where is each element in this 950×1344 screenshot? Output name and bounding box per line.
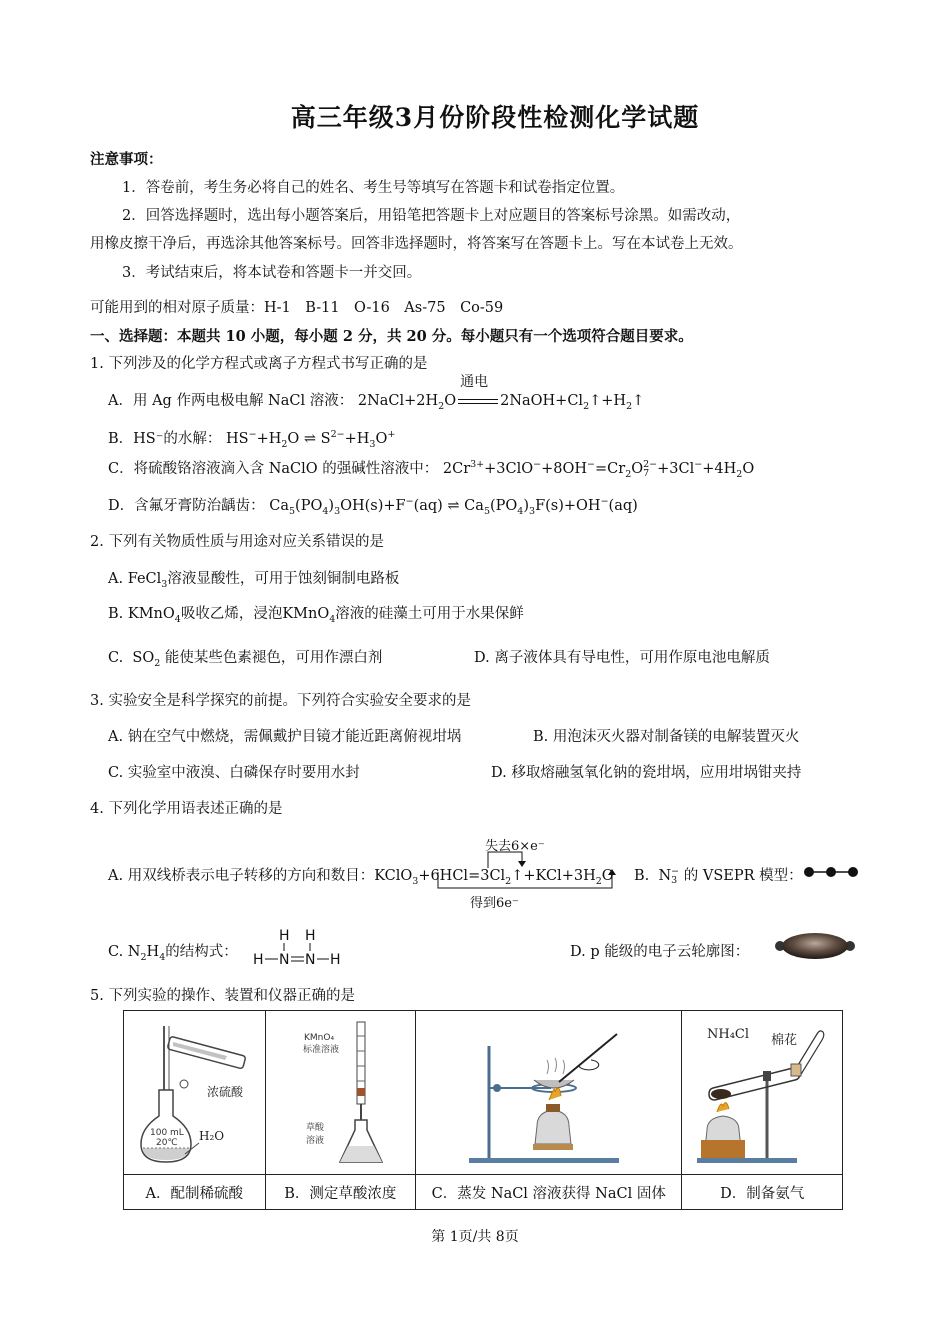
q1-c-label: C．将硫酸铬溶液滴入含 NaClO 的强碱性溶液中：: [108, 461, 439, 477]
q4-lose-label: 失去6×e⁻: [485, 839, 545, 854]
notice-item-3: 3．考试结束后，将本试卷和答题卡一并交回。: [122, 265, 422, 281]
n2h4-structure: [250, 924, 346, 970]
ammonia-preparation-illustration: [687, 1016, 837, 1166]
caption-c: C．蒸发 NaCl 溶液获得 NaCl 固体: [416, 1175, 682, 1210]
q3-stem: 3. 实验安全是科学探究的前提。下列符合实验安全要求的是: [90, 693, 471, 709]
notice-item-1: 1．答卷前，考生务必将自己的姓名、考生号等填写在答题卡和试卷指定位置。: [122, 180, 625, 196]
label-standard-solution: 标准溶液: [303, 1044, 340, 1055]
q3-option-d: D. 移取熔融氢氧化钠的瓷坩埚，应用坩埚钳夹持: [491, 765, 802, 781]
label-water: H₂O: [199, 1128, 225, 1143]
experiment-table: [123, 1010, 843, 1210]
q2-option-a: A. FeCl$_3$溶液显酸性，可用于蚀刻铜制电路板: [108, 571, 400, 590]
q1-c-equation: $2Cr^{3+}+3ClO^-+8OH^-=Cr_2O$ 2− 7 $+3Cl^-+4H_2O$: [442, 459, 755, 480]
svg-text:H: H: [330, 952, 341, 968]
q4-option-d: D. p 能级的电子云轮廓图：: [570, 944, 750, 960]
q3-option-a: A. 钠在空气中燃烧，需佩戴护目镜才能近距离俯视坩埚: [108, 729, 462, 745]
titration-illustration: [270, 1016, 410, 1166]
q1-option-a: [108, 374, 645, 412]
cell-ammonia: [682, 1011, 843, 1175]
q4-gain-label: 得到6e⁻: [470, 896, 519, 911]
page-title: 高三年级3月份阶段性检测化学试题: [290, 103, 700, 132]
section-heading: 一、选择题：本题共 10 小题，每小题 2 分，共 20 分。每小题只有一个选项符合题目要求。: [90, 328, 693, 345]
label-cotton: 棉花: [771, 1032, 798, 1048]
label-conc-sulfuric-acid: 浓硫酸: [207, 1084, 244, 1099]
q3-option-c: C. 实验室中液溴、白磷保存时要用水封: [108, 765, 360, 781]
q4-option-b: B. N − 3 的 VSEPR 模型：: [634, 866, 803, 886]
q2-b-text-1: 吸收乙烯，浸泡: [180, 606, 283, 622]
caption-b: B．测定草酸浓度: [265, 1175, 416, 1210]
cell-titration: [265, 1011, 416, 1175]
atomic-masses: 可能用到的相对原子质量：H-1 B-11 O-16 As-75 Co-59: [90, 300, 504, 316]
q1-option-d: [108, 494, 638, 515]
q1-a-equation: $2NaCl+2H_2O$ 通电 $2NaOH+Cl_2↑+H_2↑$: [358, 393, 644, 409]
q4-stem: 4. 下列化学用语表述正确的是: [90, 801, 283, 817]
notice-item-2: 2．回答选择题时，选出每小题答案后，用铅笔把答题卡上对应题目的答案标号涂黑。如需改动，: [122, 208, 741, 224]
q4-a-label: A. 用双线桥表示电子转移的方向和数目：: [108, 868, 375, 884]
q3-option-b: B. 用泡沫灭火器对制备镁的电解装置灭火: [533, 729, 800, 745]
label-flask-volume: 100 mL: [150, 1127, 185, 1138]
q1-d-label: D．含氟牙膏防治龋齿：: [108, 498, 265, 514]
q5-stem: 5. 下列实验的操作、装置和仪器正确的是: [90, 988, 355, 1004]
q2-option-b: B. KMnO$_4$吸收乙烯，浸泡KMnO$_4$溶液的硅藻土可用于水果保鲜: [108, 606, 524, 625]
label-oxalic-solution: 溶液: [306, 1135, 325, 1146]
volumetric-flask-illustration: [129, 1016, 259, 1166]
cell-dilute-acid: [124, 1011, 266, 1175]
q4-option-a: A. 用双线桥表示电子转移的方向和数目：$KClO_3+6HCl=3Cl_2↑+KCl+3H_2O$: [108, 868, 614, 887]
q2-stem: 2. 下列有关物质性质与用途对应关系错误的是: [90, 534, 384, 550]
svg-text:H: H: [253, 952, 264, 968]
svg-text:N: N: [279, 952, 290, 968]
q4-option-c: C. $N_2H_4$的结构式：: [108, 944, 238, 963]
vsepr-linear-model: [803, 864, 859, 880]
caption-d: D．制备氨气: [682, 1175, 843, 1210]
q1-stem: 1. 下列涉及的化学方程式或离子方程式书写正确的是: [90, 356, 428, 372]
q4-c-label: 的结构式：: [165, 944, 238, 960]
q1-a-condition: 通电: [460, 374, 489, 390]
q1-b-label: B．HS⁻的水解：: [108, 431, 222, 447]
q2-a-text: 溶液显酸性，可用于蚀刻铜制电路板: [167, 571, 400, 587]
q1-option-b: [108, 427, 395, 448]
notice-heading: 注意事项：: [90, 151, 163, 168]
label-nh4cl: NH₄Cl: [707, 1026, 750, 1042]
page-footer: 第 1页/共 8页: [431, 1229, 519, 1245]
cell-evaporation: [416, 1011, 682, 1175]
q4-b-label: 的 VSEPR 模型：: [683, 868, 803, 884]
evaporation-illustration: [439, 1016, 659, 1166]
svg-text:N: N: [305, 952, 316, 968]
q2-option-d: D. 离子液体具有导电性，可用作原电池电解质: [474, 650, 770, 666]
q2-b-text-2: 溶液的硅藻土可用于水果保鲜: [335, 606, 524, 622]
q1-d-equation: $Ca_5(PO_4)_3OH(s)+F^-(aq)$ ⇌ $Ca_5(PO_4)_3F(s)+OH^-(aq)$: [269, 496, 638, 517]
notice-item-2-cont: 用橡皮擦干净后，再选涂其他答案标号。回答非选择题时，将答案写在答题卡上。写在本试卷上无效。: [90, 236, 743, 252]
q1-a-label: A．用 Ag 作两电极电解 NaCl 溶液：: [108, 393, 354, 409]
label-oxalic-acid: 草酸: [306, 1122, 325, 1133]
caption-a: A．配制稀硫酸: [124, 1175, 266, 1210]
q2-option-c: C. $SO_2$ 能使某些色素褪色，可用作漂白剂: [108, 650, 383, 669]
label-flask-temp: 20℃: [156, 1137, 178, 1148]
q1-option-c: [108, 457, 754, 478]
label-kmno4: KMnO₄: [304, 1032, 335, 1043]
svg-text:H: H: [279, 928, 290, 944]
q2-c-text: 能使某些色素褪色，可用作漂白剂: [164, 650, 383, 666]
p-orbital-icon: [772, 930, 858, 962]
q1-b-equation: $HS^-+H_2O$ ⇌ $S^{2-}+H_3O^+$: [226, 429, 396, 450]
svg-text:H: H: [305, 928, 316, 944]
